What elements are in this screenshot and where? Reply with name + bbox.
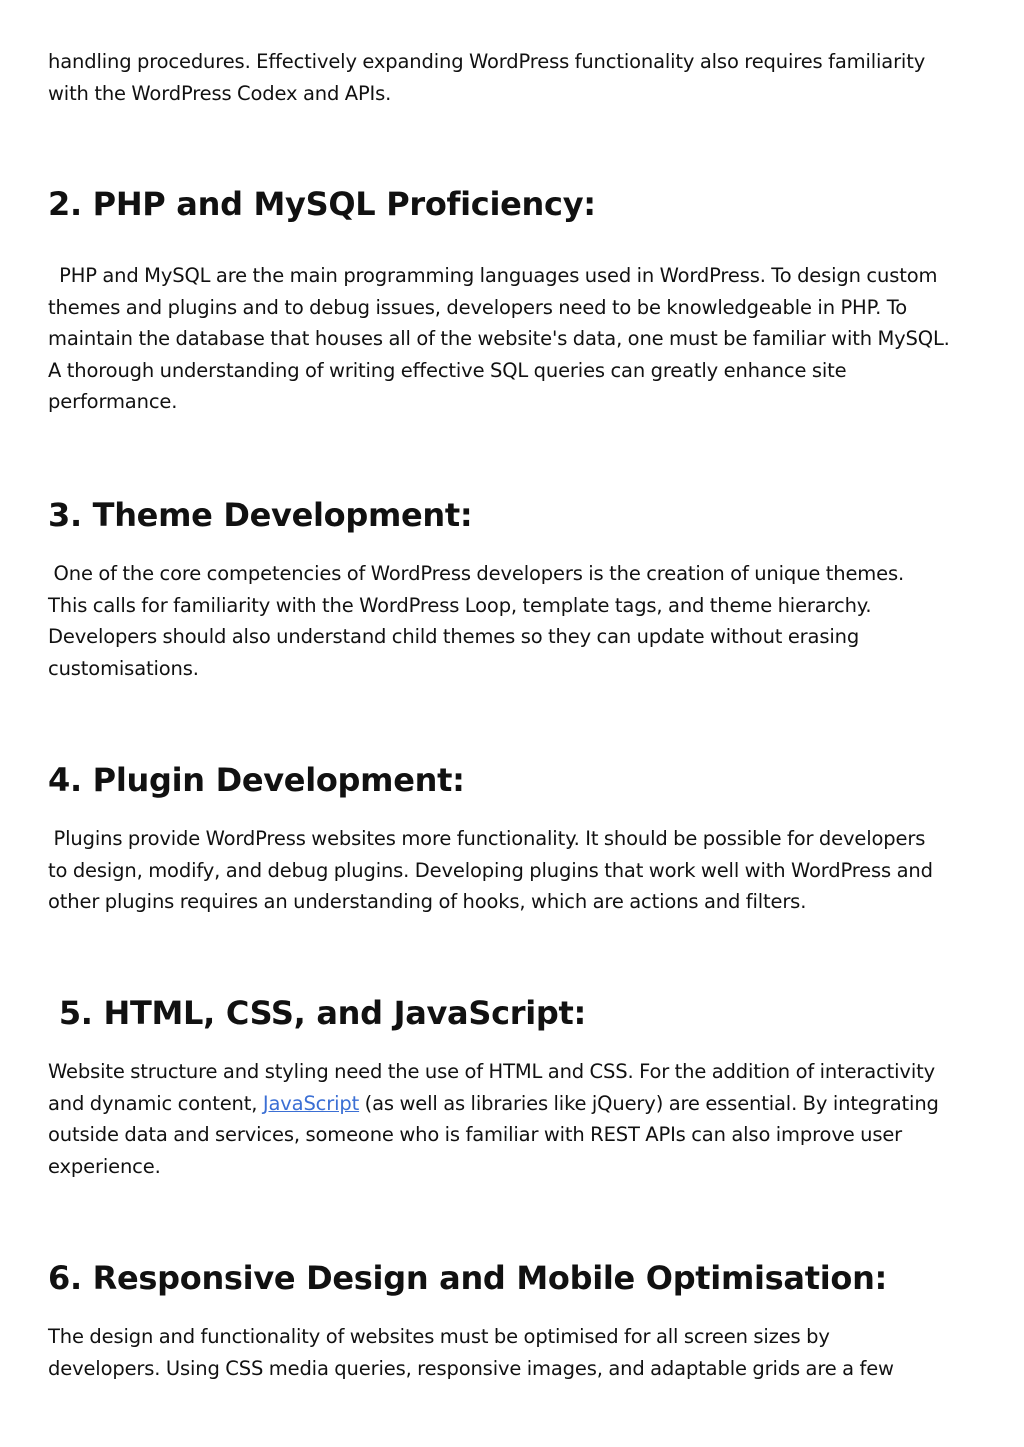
intro-paragraph [48,46,1008,109]
section-heading: 3. Theme Development: [48,496,473,534]
section-paragraph [48,1321,1008,1384]
paragraph-line: developers. Using CSS media queries, responsive images, and adaptable grids are a few [48,1356,894,1380]
paragraph-line: with the WordPress Codex and APIs. [48,81,392,105]
section-paragraph [48,1056,1008,1182]
paragraph-line: One of the core competencies of WordPress developers is the creation of unique themes. [48,562,905,585]
paragraph-line: customisations. [48,656,199,680]
paragraph-line-with-link [48,1088,1008,1120]
javascript-link[interactable]: JavaScript [262,1091,360,1115]
paragraph-line: handling procedures. Effectively expanding WordPress functionality also requires familiarity [48,50,926,73]
section-html-css-js-body [48,1056,1008,1182]
paragraph-line: PHP and MySQL are the main programming languages used in WordPress. To design custom [48,264,938,287]
link-line-after: (as well as libraries like jQuery) are essential. By integrating [359,1091,939,1115]
paragraph-line: outside data and services, someone who is familiar with REST APIs can also improve user [48,1123,903,1146]
paragraph-line: Plugins provide WordPress websites more functionality. It should be possible for developers [48,827,926,850]
paragraph-line: maintain the database that houses all of the website's data, one must be familiar with MySQL. [48,327,950,350]
section-html-css-js [48,993,1008,1033]
section-heading: 2. PHP and MySQL Proficiency: [48,185,596,223]
section-paragraph [48,823,1008,918]
paragraph-line: experience. [48,1154,161,1178]
section-theme-development-body [48,558,1008,684]
section-responsive-design [48,1258,1008,1298]
paragraph-line: themes and plugins and to debug issues, developers need to be knowledgeable in PHP. To [48,295,907,319]
intro-paragraph-block [48,46,1008,109]
section-plugin-development-body [48,823,1008,918]
section-plugin-development [48,760,1008,800]
paragraph-line: A thorough understanding of writing effective SQL queries can greatly enhance site [48,358,847,382]
section-theme-development [48,495,1008,535]
section-responsive-design-body [48,1321,1008,1384]
section-paragraph [48,558,1008,684]
section-php-mysql-body [48,260,1008,418]
section-heading: 4. Plugin Development: [48,761,465,799]
section-paragraph [48,260,1008,418]
paragraph-line: other plugins requires an understanding of hooks, which are actions and filters. [48,890,807,913]
paragraph-line: Developers should also understand child themes so they can update without erasing [48,625,860,648]
link-line-before: and dynamic content, [48,1091,263,1115]
section-heading: 5. HTML, CSS, and JavaScript: [48,994,587,1032]
paragraph-line: performance. [48,390,178,413]
paragraph-line: Website structure and styling need the use of HTML and CSS. For the addition of interactivity [48,1060,935,1083]
section-php-mysql [48,184,1008,224]
paragraph-line: The design and functionality of websites must be optimised for all screen sizes by [48,1325,830,1348]
paragraph-line: to design, modify, and debug plugins. Developing plugins that work well with WordPress and [48,858,933,882]
paragraph-line: This calls for familiarity with the WordPress Loop, template tags, and theme hierarchy. [48,593,872,617]
section-heading: 6. Responsive Design and Mobile Optimisation: [48,1259,888,1297]
